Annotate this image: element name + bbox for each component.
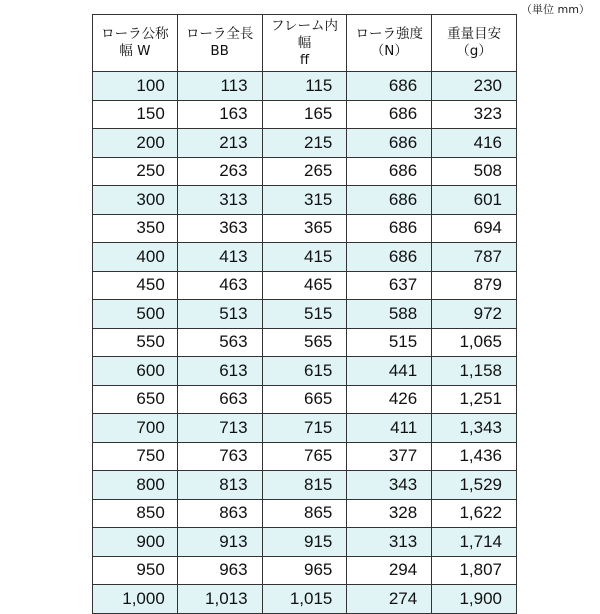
table-cell: 1,000 [93, 585, 178, 614]
table-cell: 230 [432, 72, 517, 101]
table-cell: 613 [177, 357, 262, 386]
table-cell: 963 [177, 556, 262, 585]
header-roller-strength [347, 15, 432, 72]
table-cell: 1,158 [432, 357, 517, 386]
table-cell: 513 [177, 300, 262, 329]
table-cell: 313 [347, 528, 432, 557]
table-row [93, 471, 517, 500]
header-line: 重量目安 [447, 26, 502, 42]
table-row [93, 300, 517, 329]
table-cell: 274 [347, 585, 432, 614]
table-cell: 1,622 [432, 499, 517, 528]
table-cell: 694 [432, 214, 517, 243]
table-cell: 686 [347, 214, 432, 243]
table-body [93, 72, 517, 614]
table-cell: 686 [347, 157, 432, 186]
table-cell: 500 [93, 300, 178, 329]
table-cell: 163 [177, 100, 262, 129]
table-cell: 787 [432, 243, 517, 272]
header-line: （g） [456, 43, 492, 59]
table-cell: 686 [347, 72, 432, 101]
header-nominal-width [93, 15, 178, 72]
table-cell: 1,065 [432, 328, 517, 357]
table-cell: 1,343 [432, 414, 517, 443]
table-cell: 411 [347, 414, 432, 443]
table-row [93, 414, 517, 443]
table-cell: 315 [262, 186, 347, 215]
table-cell: 413 [177, 243, 262, 272]
table-row [93, 528, 517, 557]
table-cell: 294 [347, 556, 432, 585]
table-cell: 215 [262, 129, 347, 158]
table-cell: 1,807 [432, 556, 517, 585]
table-row [93, 214, 517, 243]
table-cell: 663 [177, 385, 262, 414]
header-line: ローラ公称 [101, 26, 169, 42]
table-cell: 323 [432, 100, 517, 129]
table-cell: 113 [177, 72, 262, 101]
table-row [93, 243, 517, 272]
table-row [93, 442, 517, 471]
header-line: ローラ全長 [185, 26, 254, 42]
table-cell: 815 [262, 471, 347, 500]
table-cell: 600 [93, 357, 178, 386]
table-cell: 115 [262, 72, 347, 101]
table-cell: 713 [177, 414, 262, 443]
table-cell: 715 [262, 414, 347, 443]
table-cell: 200 [93, 129, 178, 158]
table-cell: 601 [432, 186, 517, 215]
table-cell: 400 [93, 243, 178, 272]
table-cell: 515 [262, 300, 347, 329]
table-cell: 165 [262, 100, 347, 129]
table-cell: 686 [347, 186, 432, 215]
table-row [93, 157, 517, 186]
table-cell: 637 [347, 271, 432, 300]
table-cell: 450 [93, 271, 178, 300]
header-weight [432, 15, 517, 72]
table-cell: 426 [347, 385, 432, 414]
table-cell: 950 [93, 556, 178, 585]
table-cell: 250 [93, 157, 178, 186]
roller-spec-table [92, 14, 517, 614]
table-cell: 750 [93, 442, 178, 471]
table-cell: 1,900 [432, 585, 517, 614]
table-cell: 686 [347, 100, 432, 129]
table-row [93, 72, 517, 101]
table-row [93, 385, 517, 414]
table-cell: 100 [93, 72, 178, 101]
table-cell: 150 [93, 100, 178, 129]
table-cell: 588 [347, 300, 432, 329]
table-cell: 363 [177, 214, 262, 243]
table-cell: 915 [262, 528, 347, 557]
header-total-length [177, 15, 262, 72]
table-cell: 508 [432, 157, 517, 186]
table-cell: 686 [347, 129, 432, 158]
table-cell: 1,436 [432, 442, 517, 471]
table-row [93, 328, 517, 357]
table-cell: 865 [262, 499, 347, 528]
header-line: フレーム内幅 [271, 17, 338, 51]
table-row [93, 186, 517, 215]
header-line: ローラ強度 [355, 26, 424, 42]
table-cell: 213 [177, 129, 262, 158]
table-cell: 863 [177, 499, 262, 528]
table-cell: 1,251 [432, 385, 517, 414]
table-cell: 441 [347, 357, 432, 386]
table-cell: 550 [93, 328, 178, 357]
table-cell: 1,013 [177, 585, 262, 614]
table-cell: 415 [262, 243, 347, 272]
table-cell: 900 [93, 528, 178, 557]
table-row [93, 556, 517, 585]
table-cell: 565 [262, 328, 347, 357]
table-cell: 913 [177, 528, 262, 557]
table-cell: 1,529 [432, 471, 517, 500]
table-cell: 850 [93, 499, 178, 528]
table-cell: 515 [347, 328, 432, 357]
table-cell: 377 [347, 442, 432, 471]
table-cell: 665 [262, 385, 347, 414]
header-line: （N） [370, 43, 408, 59]
table-cell: 650 [93, 385, 178, 414]
table-cell: 1,015 [262, 585, 347, 614]
table-cell: 328 [347, 499, 432, 528]
table-cell: 765 [262, 442, 347, 471]
table-cell: 465 [262, 271, 347, 300]
table-cell: 563 [177, 328, 262, 357]
table-cell: 343 [347, 471, 432, 500]
table-cell: 763 [177, 442, 262, 471]
header-line: 幅 W [119, 43, 151, 59]
table-cell: 463 [177, 271, 262, 300]
header-row [93, 15, 517, 72]
header-frame-inner-width [262, 15, 347, 72]
table-row [93, 357, 517, 386]
header-line: BB [210, 43, 229, 59]
table-cell: 265 [262, 157, 347, 186]
header-line: ff [299, 51, 310, 68]
table-cell: 800 [93, 471, 178, 500]
table-cell: 365 [262, 214, 347, 243]
table-cell: 263 [177, 157, 262, 186]
table-cell: 313 [177, 186, 262, 215]
table-cell: 879 [432, 271, 517, 300]
table-cell: 615 [262, 357, 347, 386]
table-row [93, 129, 517, 158]
table-cell: 813 [177, 471, 262, 500]
table-cell: 972 [432, 300, 517, 329]
table-row [93, 271, 517, 300]
table-cell: 686 [347, 243, 432, 272]
table-cell: 350 [93, 214, 178, 243]
table-row [93, 585, 517, 614]
table-cell: 965 [262, 556, 347, 585]
unit-label: （単位 mm） [521, 3, 590, 16]
table-cell: 1,714 [432, 528, 517, 557]
table-cell: 300 [93, 186, 178, 215]
table-row [93, 499, 517, 528]
table-row [93, 100, 517, 129]
table-cell: 416 [432, 129, 517, 158]
table-cell: 700 [93, 414, 178, 443]
